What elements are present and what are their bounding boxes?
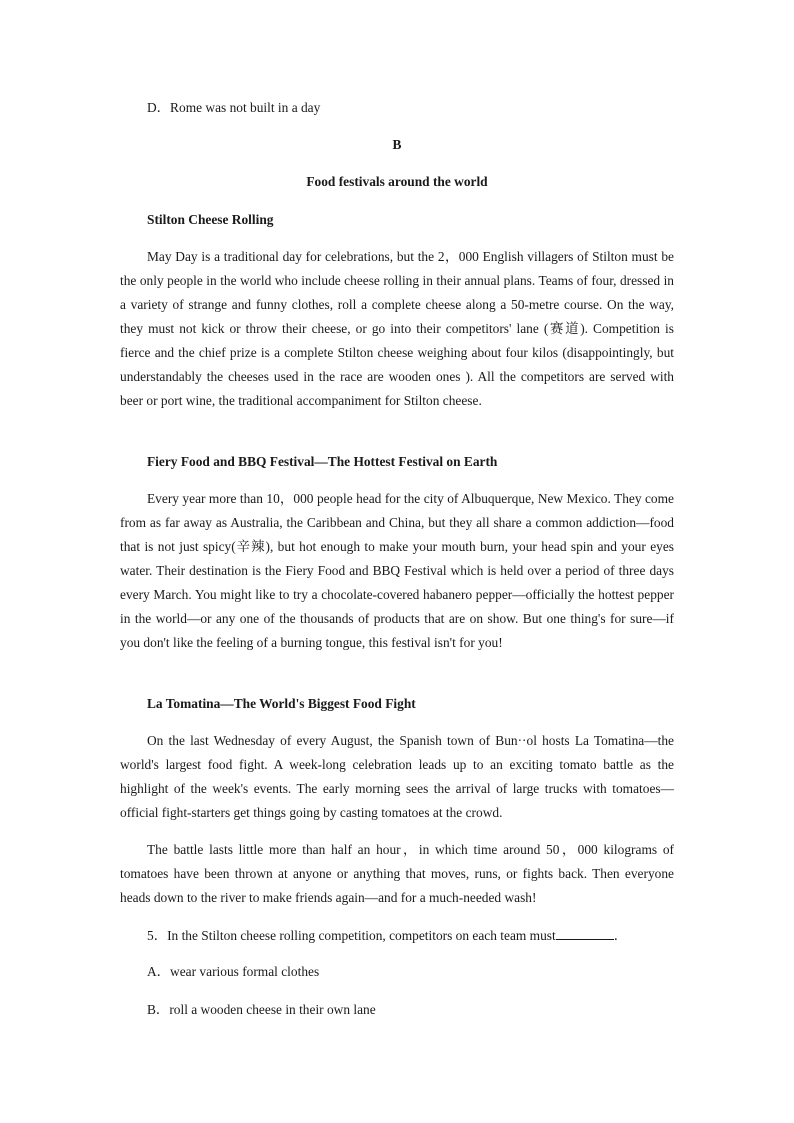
section-heading-stilton: Stilton Cheese Rolling [147, 212, 274, 227]
paragraph-fiery-food: Every year more than 10，000 people head for the city of Albuquerque, New Mexico. They come from as far away as Australia, the Caribbean and China, but they all share a common addiction—food that is not just spicy(辛辣), but hot enough to make your mouth burn, your head spin and your eyes water. Their destination is the Fiery Food and BBQ Festival which is held over a period of three days every March. You might like to try a chocolate-covered habanero pepper—officially the hottest pepper in the world—or any one of the thousands of products that are on show. But one thing's for sure—if you don't like the feeling of a burning tongue, this festival isn't for you! [120, 491, 674, 650]
paragraph-la-tomatina-1: On the last Wednesday of every August, the Spanish town of Bun··ol hosts La Tomatina—the world's largest food fight. A week-long celebration leads up to an exciting tomato battle as the highlight of the week's events. The early morning sees the arrival of large trucks with tomatoes—official fight-starters get things going by casting tomatoes at the crowd. [120, 733, 674, 820]
paragraph-la-tomatina-2: The battle lasts little more than half an hour，in which time around 50，000 kilograms of tomatoes have been thrown at anyone or anything that moves, runs, or fights back. Then everyone heads down to the river to make friends again—and for a much-needed wash! [120, 842, 674, 905]
paragraph-stilton: May Day is a traditional day for celebrations, but the 2，000 English villagers of Stilton must be the only people in the world who include cheese rolling in their annual plans. Teams of four, dressed in a variety of strange and funny clothes, roll a complete cheese along a 50-metre course. On the way, they must not kick or throw their cheese, or go into their competitors' lane (赛道). Competition is fierce and the chief prize is a complete Stilton cheese weighing about four kilos (disappointingly, but understandably the cheeses used in the race are wooden ones ). All the competitors are served with beer or port wine, the traditional accompaniment for Stilton cheese. [120, 249, 674, 408]
section-heading-la-tomatina: La Tomatina—The World's Biggest Food Fight [147, 696, 416, 711]
question-stem-text: 5．In the Stilton cheese rolling competition, competitors on each team must [147, 928, 556, 943]
section-heading-fiery-food: Fiery Food and BBQ Festival—The Hottest Festival on Earth [147, 454, 498, 469]
question-stem-end: ． [613, 928, 628, 943]
question-5-stem [147, 924, 674, 948]
answer-blank [556, 927, 614, 940]
passage-title: Food festivals around the world [306, 174, 488, 189]
question-5-option-a: A．wear various formal clothes [147, 964, 320, 979]
question-5-option-b: B．roll a wooden cheese in their own lane [147, 1002, 376, 1017]
passage-label: B [392, 137, 402, 152]
option-d-previous: D．Rome was not built in a day [147, 100, 321, 115]
